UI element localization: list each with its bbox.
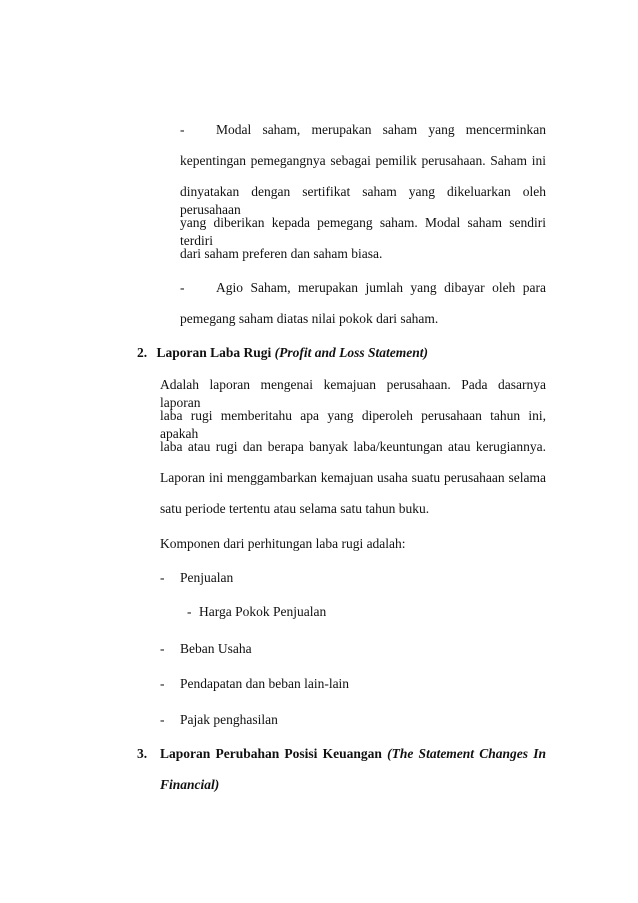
section-title-english-cont: Financial)	[160, 777, 220, 792]
list-item: Pajak penghasilan	[180, 712, 278, 727]
list-dash: -	[180, 280, 185, 295]
section-number: 3.	[137, 746, 148, 761]
paragraph-line: Adalah laporan mengenai kemajuan perusahaan. Pada dasarnya laporan	[160, 377, 546, 410]
paragraph-line: dinyatakan dengan sertifikat saham yang dikeluarkan oleh perusahaan	[180, 184, 546, 217]
list-dash: -	[160, 641, 165, 656]
paragraph-line: satu periode tertentu atau selama satu tahun buku.	[160, 501, 430, 516]
section-title-continued	[160, 776, 219, 794]
section-number: 2.	[137, 345, 148, 360]
paragraph-line: pemegang saham diatas nilai pokok dari saham.	[180, 311, 439, 326]
paragraph-line: dari saham preferen dan saham biasa.	[180, 246, 383, 261]
list-dash: -	[160, 712, 165, 727]
list-item: Penjualan	[180, 570, 234, 585]
components-intro: Komponen dari perhitungan laba rugi adalah:	[160, 536, 406, 551]
modal-saham-first-line: Modal saham, merupakan saham yang mencerminkan	[216, 122, 546, 137]
section-title: Laporan Laba Rugi	[156, 345, 272, 360]
list-dash: -	[160, 676, 165, 691]
section-title-english: (The Statement Changes In	[387, 746, 546, 761]
list-dash: -	[187, 604, 192, 619]
paragraph-line: kepentingan pemegangnya sebagai pemilik perusahaan. Saham ini	[180, 153, 546, 168]
section-heading	[137, 745, 546, 763]
paragraph-line: Laporan ini menggambarkan kemajuan usaha suatu perusahaan selama	[160, 470, 546, 485]
section-title: Laporan Perubahan Posisi Keuangan	[160, 746, 382, 761]
list-dash: -	[180, 122, 185, 137]
paragraph-line: yang diberikan kepada pemegang saham. Modal saham sendiri terdiri	[180, 215, 546, 248]
paragraph-line: laba atau rugi dan berapa banyak laba/keuntungan atau kerugiannya.	[160, 439, 546, 454]
list-item: Harga Pokok Penjualan	[199, 604, 327, 619]
list-item: Pendapatan dan beban lain-lain	[180, 676, 350, 691]
list-item: Beban Usaha	[180, 641, 252, 656]
agio-saham-first-line: Agio Saham, merupakan jumlah yang dibayar oleh para	[216, 280, 546, 295]
section-heading	[137, 344, 428, 362]
list-dash: -	[160, 570, 165, 585]
section-title-english: (Profit and Loss Statement)	[274, 345, 429, 360]
paragraph-line: laba rugi memberitahu apa yang diperoleh perusahaan tahun ini, apakah	[160, 408, 546, 441]
